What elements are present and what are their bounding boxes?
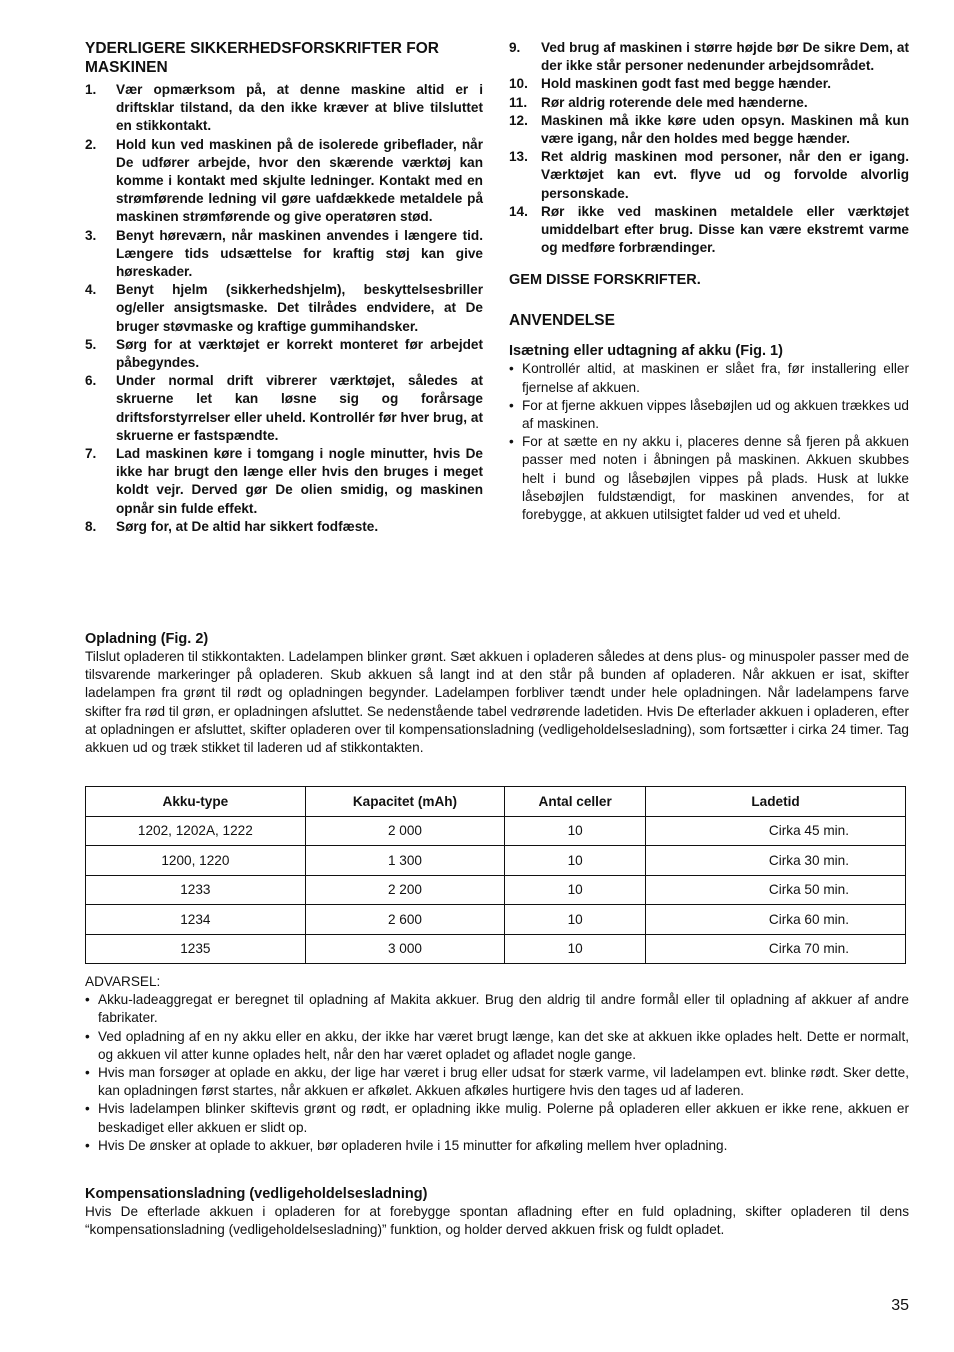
list-item <box>509 397 909 433</box>
table-cell: Cirka 50 min. <box>646 875 906 905</box>
item-text: Benyt høreværn, når maskinen anvendes i længere tid. Længere tids udsættelse for kraftig støj kan give høreskader. <box>116 227 483 280</box>
warning-list <box>85 991 909 1155</box>
compensation-paragraph: Hvis De efterlade akkuen i opladeren for at forebygge spontan afladning efter en fuld opladning, skifter opladeren til dens “kompensationsladning (vedligeholdelsesladning)” funktion, og holder derved akkuen frisk og fuldt opladet. <box>85 1204 909 1238</box>
bullet-icon: • <box>509 397 514 413</box>
list-item <box>85 991 909 1027</box>
table-cell: 2 000 <box>305 816 505 846</box>
safety-list-right <box>509 39 909 257</box>
bullet-icon: • <box>509 434 514 450</box>
item-number: 7. <box>85 446 97 462</box>
item-text: Ret aldrig maskinen mod personer, når den er igang. Værktøjet kan evt. flyve ud og forvolde alvorlig personskade. <box>541 149 909 201</box>
item-number: 8. <box>85 518 97 534</box>
list-item <box>509 75 909 93</box>
item-number: 1. <box>85 82 97 97</box>
item-text: For at sætte en ny akku i, placeres denne så fjeren på akkuen passer med noten i åbningen på maskinen. Akkuen skubbes helt i bund og låsebøjlen vippes på plads. Husk at lukke låsebøjlen fuldstændigt, for maskinen anvendes, for at forebygge, at akkuen utilsigtet falder ud ved et uheld. <box>522 434 909 523</box>
item-text: Hvis man forsøger at oplade en akku, der lige har været i brug eller udsat for stærk varme, vil ladelampen evt. blinke rødt. Sker dette, kan opladningen først startes, når akkuen er afkølet. Akkuen afkøles hurtigere hvis den tages ud af laderen. <box>98 1065 909 1099</box>
item-text: Ved opladning af en ny akku eller en akku, der ikke har været brugt længe, kan det ske at akkuen ikke oplades helt. Dette er normalt, og akkuen vil atter kunne oplades helt, når den har været opladet og afladet nogle gange. <box>98 1028 909 1062</box>
list-item <box>85 445 483 518</box>
item-text: Maskinen må ikke køre uden opsyn. Maskinen må kun være igang, når den holdes med begge hænder. <box>541 112 909 147</box>
item-text: Hold maskinen godt fast med begge hænder. <box>541 76 832 92</box>
table-cell: Cirka 30 min. <box>646 846 906 876</box>
item-number: 11. <box>509 94 528 110</box>
page-number: 35 <box>891 1297 909 1314</box>
item-number: 5. <box>85 336 97 352</box>
list-item <box>85 227 483 282</box>
header-cells: Antal celler <box>505 787 646 817</box>
table-cell: 3 000 <box>305 934 505 964</box>
list-item <box>85 1064 909 1100</box>
usage-heading: ANVENDELSE <box>509 312 615 330</box>
bullet-icon: • <box>85 1137 90 1153</box>
warning-section <box>85 973 909 1155</box>
list-item <box>509 94 909 112</box>
list-item <box>509 39 909 75</box>
item-text: Hvis ladelampen blinker skiftevis grønt og rødt, er opladning ikke mulig. Polerne på opladeren eller akkuen er ikke rene, akkuen er beskadiget eller akkuen er slidt op. <box>98 1101 909 1135</box>
item-text: Vær opmærksom på, at denne maskine altid er i driftsklar tilstand, da den ikke kræver at blive tilsluttet en stikkontakt. <box>116 82 483 134</box>
bullet-icon: • <box>85 1101 90 1117</box>
list-item <box>509 148 909 203</box>
item-text: For at fjerne akkuen vippes låsebøjlen ud og akkuen trækkes ud af maskinen. <box>522 397 909 432</box>
safety-heading: YDERLIGERE SIKKERHEDSFORSKRIFTER FOR MASKINEN <box>85 40 439 76</box>
header-charge-time: Ladetid <box>646 787 906 817</box>
item-text: Benyt hjelm (sikkerhedshjelm), beskyttelsesbriller og/eller ansigtsmaske. Det tilrådes endvidere, at De bruger støvmaske og kraftige gummihandsker. <box>116 282 483 334</box>
table-cell: Cirka 60 min. <box>646 905 906 935</box>
safety-list-left <box>85 81 483 536</box>
charging-section <box>85 630 909 757</box>
list-item <box>85 281 483 336</box>
item-text: Hvis De ønsker at oplade to akkuer, bør opladeren hvile i 15 minutter for afkøling mellem hver opladning. <box>98 1137 728 1153</box>
item-text: Ved brug af maskinen i større højde bør De sikre Dem, at der ikke står personer nedenunder arbejdsområdet. <box>541 40 909 74</box>
table-cell: 1202, 1202A, 1222 <box>86 816 306 846</box>
header-battery-type: Akku-type <box>86 787 306 817</box>
table-row <box>86 934 906 964</box>
item-number: 14. <box>509 203 528 219</box>
item-number: 2. <box>85 136 97 152</box>
charging-heading: Opladning (Fig. 2) <box>85 631 209 647</box>
charging-time-table <box>85 786 906 964</box>
battery-install-heading: Isætning eller udtagning af akku (Fig. 1) <box>509 343 783 360</box>
table-cell: Cirka 45 min. <box>646 816 906 846</box>
table-cell: 10 <box>505 875 646 905</box>
table-row <box>86 875 906 905</box>
list-item <box>85 1100 909 1136</box>
list-item <box>85 1028 909 1064</box>
list-item <box>85 136 483 227</box>
table-row <box>86 905 906 935</box>
compensation-section <box>85 1185 909 1239</box>
item-text: Sørg for at værktøjet er korrekt monteret før arbejdet påbegyndes. <box>116 336 483 371</box>
item-number: 9. <box>509 40 521 55</box>
charging-paragraph: Tilslut opladeren til stikkontakten. Ladelampen blinker grønt. Sæt akkuen i opladeren således at dens plus- og minuspoler passer med de tilsvarende markeringer på opladeren. Skub akkuen så langt ind at den står på bunden af opladeren. Når akkuen er isat, skifter ladelampen fra grønt til rødt og opladningen begynder. Ladelampen forbliver tændt under hele opladningen. Når ladelampens farve skifter fra rød til grøn, er opladningen afsluttet. Se nedenstående tabel vedrørende ladetiden. Hvis De efterlader akkuen i opladeren, efter at opladningen er afsluttet, skifter opladeren over til kompensationsladning (vedligeholdelsesladning), som fortsætter i cirka 24 timer. Tag akkuen ud og træk stikket til laderen ud af stikkontakten. <box>85 649 909 756</box>
table-cell: 2 600 <box>305 905 505 935</box>
item-text: Akku-ladeaggregat er beregnet til opladning af Makita akkuer. Brug den aldrig til andre formål eller til opladning af akkuer af andre fabrikater. <box>98 992 909 1026</box>
list-item <box>509 433 909 524</box>
item-text: Kontrollér altid, at maskinen er slået fra, før installering eller fjernelse af akkuen. <box>522 361 909 395</box>
item-text: Rør aldrig roterende dele med hænderne. <box>541 94 808 110</box>
item-number: 3. <box>85 227 97 243</box>
header-capacity: Kapacitet (mAh) <box>305 787 505 817</box>
list-item <box>85 518 483 536</box>
item-text: Sørg for, at De altid har sikkert fodfæste. <box>116 518 379 534</box>
list-item <box>509 360 909 396</box>
warning-label: ADVARSEL: <box>85 974 161 989</box>
bullet-icon: • <box>85 1028 90 1044</box>
list-item <box>85 336 483 372</box>
bullet-icon: • <box>85 992 90 1008</box>
table-cell: 10 <box>505 846 646 876</box>
item-text: Rør ikke ved maskinen metaldele eller værktøjet umiddelbart efter brug. Disse kan være ekstremt varme og medføre forbrændinger. <box>541 203 909 256</box>
table-cell: 1234 <box>86 905 306 935</box>
table-cell: 1200, 1220 <box>86 846 306 876</box>
table-row <box>86 816 906 846</box>
item-number: 4. <box>85 282 97 298</box>
battery-install-list <box>509 360 909 524</box>
list-item <box>509 203 909 258</box>
table-cell: Cirka 70 min. <box>646 934 906 964</box>
right-column <box>509 39 909 524</box>
list-item <box>85 1137 909 1155</box>
table-cell: 1 300 <box>305 846 505 876</box>
list-item <box>85 372 483 445</box>
item-number: 13. <box>509 149 528 165</box>
list-item <box>509 112 909 148</box>
table-cell: 1235 <box>86 934 306 964</box>
table-cell: 2 200 <box>305 875 505 905</box>
item-text: Hold kun ved maskinen på de isolerede gribeflader, når De udfører arbejde, hvor den skærende værktøj kan komme i kontakt med skjulte ledninger. Kontakt med en strømførende ledning vil gøre uafdækkede metaldele på maskinen strømførende og give operatøren stød. <box>116 136 483 225</box>
table-row <box>86 846 906 876</box>
bullet-icon: • <box>85 1065 90 1081</box>
table-cell: 1233 <box>86 875 306 905</box>
table-cell: 10 <box>505 905 646 935</box>
bullet-icon: • <box>509 361 514 377</box>
list-item <box>85 81 483 136</box>
table-cell: 10 <box>505 934 646 964</box>
item-number: 12. <box>509 112 528 128</box>
item-number: 10. <box>509 76 528 92</box>
item-text: Lad maskinen køre i tomgang i nogle minutter, hvis De ikke har brugt den længe eller hvis den bruges i meget koldt vejr. Derved gør De olien smidig, og maskinen opnår sin fulde effekt. <box>116 446 483 516</box>
item-number: 6. <box>85 373 97 389</box>
left-column <box>85 39 483 536</box>
item-text: Under normal drift vibrerer værktøjet, således at skruerne let kan løsne sig og forårsage driftsforstyrrelser eller uheld. Kontrollér før hver brug, at skruerne er fastspændte. <box>116 373 483 443</box>
compensation-heading: Kompensationsladning (vedligeholdelsesladning) <box>85 1186 428 1202</box>
table-header-row <box>86 787 906 817</box>
keep-instructions-note: GEM DISSE FORSKRIFTER. <box>509 272 701 289</box>
table-cell: 10 <box>505 816 646 846</box>
